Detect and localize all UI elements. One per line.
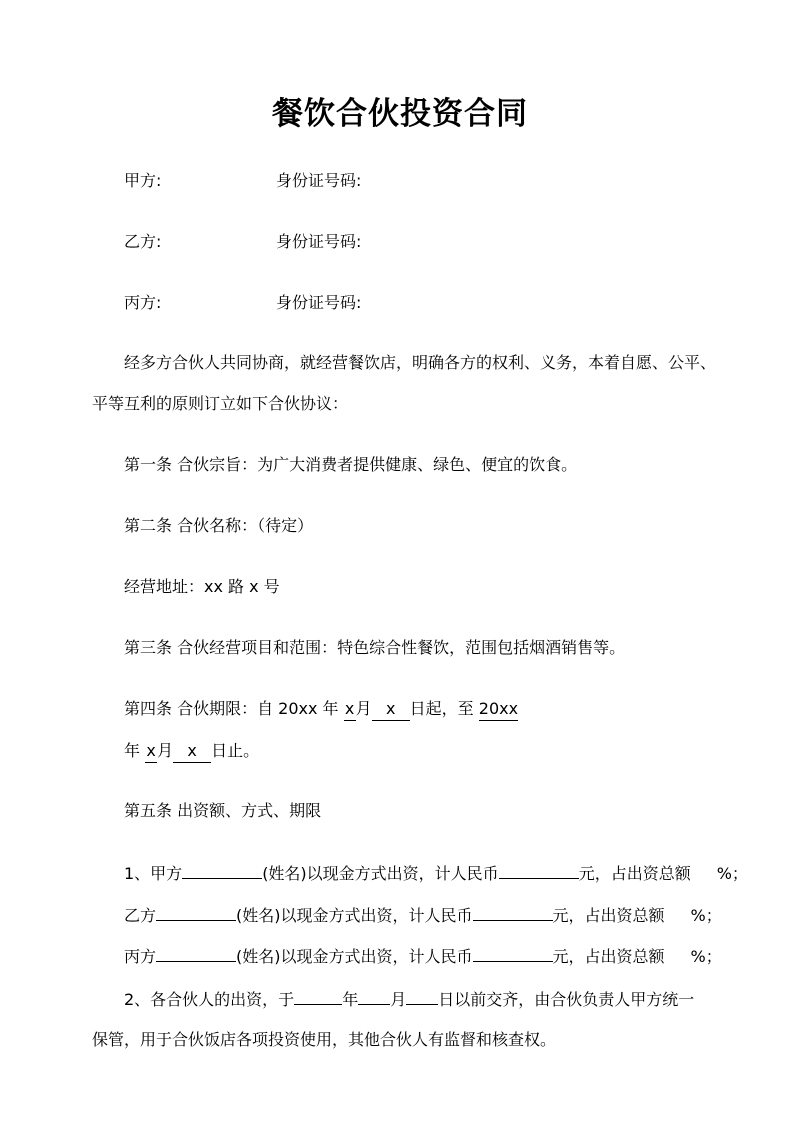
article-1: 第一条 合伙宗旨：为广大消费者提供健康、绿色、便宜的饮食。	[124, 455, 578, 474]
contrib-b-mid: (姓名)以现金方式出资，计人民币	[236, 906, 473, 925]
contrib-b-name-blank	[156, 903, 236, 921]
end-suffix: 日止。	[211, 741, 260, 760]
clause-2-day: 日以前交齐，由合伙负责人甲方统一	[438, 990, 695, 1009]
party-a-id-label: 身份证号码:	[276, 171, 362, 190]
contrib-c-mid2: 元，占出资总额	[552, 947, 665, 966]
article-4-line2-prefix: 年	[124, 741, 146, 760]
contrib-b-amount-blank	[473, 903, 553, 921]
month-char: 月	[355, 699, 372, 718]
document-title: 餐饮合伙投资合同	[272, 96, 528, 132]
article-4-line2	[124, 740, 259, 763]
article-2: 第二条 合伙名称：（待定）	[124, 516, 314, 535]
contrib-a-prefix: 1、甲方	[124, 864, 183, 883]
contrib-b-pct: %；	[690, 906, 722, 925]
article-4-prefix: 第四条 合伙期限：自 20xx 年	[124, 699, 344, 718]
end-day-value: x	[173, 740, 211, 763]
contribution-row-a	[124, 861, 748, 885]
end-year-value: 20xx	[479, 698, 518, 721]
contrib-a-mid2: 元，占出资总额	[578, 864, 691, 883]
month-char-2: 月	[157, 741, 174, 760]
clause-2-line1	[124, 987, 694, 1011]
contrib-c-pct: %；	[690, 947, 722, 966]
contrib-c-amount-blank	[473, 944, 553, 962]
end-month-value: x	[145, 740, 157, 763]
contrib-c-prefix: 丙方	[124, 947, 157, 966]
contrib-b-mid2: 元，占出资总额	[552, 906, 665, 925]
clause-2-year: 年	[342, 990, 359, 1009]
party-b-label: 乙方:	[124, 232, 162, 251]
start-suffix: 日起，至	[409, 699, 479, 718]
start-day-value: x	[372, 698, 410, 721]
clause-2-line2: 保管，用于合伙饭店各项投资使用，其他合伙人有监督和核查权。	[92, 1030, 557, 1049]
clause-2-prefix: 2、各合伙人的出资，于	[124, 990, 295, 1009]
contribution-row-b	[124, 903, 722, 927]
clause-2-year-blank	[294, 987, 342, 1005]
clause-2-month-blank	[358, 987, 390, 1005]
contrib-c-name-blank	[156, 944, 236, 962]
contrib-a-name-blank	[182, 861, 262, 879]
business-address: 经营地址：xx 路 x 号	[124, 577, 280, 596]
intro-paragraph-line2: 平等互利的原则订立如下合伙协议：	[92, 394, 349, 413]
contrib-a-amount-blank	[499, 861, 579, 879]
party-b-id-label: 身份证号码:	[276, 232, 362, 251]
article-5: 第五条 出资额、方式、期限	[124, 801, 322, 820]
contribution-row-c	[124, 944, 722, 968]
contrib-a-pct: %；	[716, 864, 748, 883]
clause-2-month: 月	[390, 990, 407, 1009]
start-month-value: x	[344, 698, 356, 721]
article-3: 第三条 合伙经营项目和范围：特色综合性餐饮，范围包括烟酒销售等。	[124, 638, 626, 657]
contrib-a-mid: (姓名)以现金方式出资，计人民币	[262, 864, 499, 883]
clause-2-day-blank	[406, 987, 438, 1005]
party-c-id-label: 身份证号码:	[276, 293, 362, 312]
party-a-label: 甲方:	[124, 171, 162, 190]
contrib-b-prefix: 乙方	[124, 906, 157, 925]
article-4-line1	[124, 698, 518, 721]
intro-paragraph-line1: 经多方合伙人共同协商，就经营餐饮店，明确各方的权利、义务，本着自愿、公平、	[124, 353, 717, 372]
party-c-label: 丙方:	[124, 293, 162, 312]
contrib-c-mid: (姓名)以现金方式出资，计人民币	[236, 947, 473, 966]
